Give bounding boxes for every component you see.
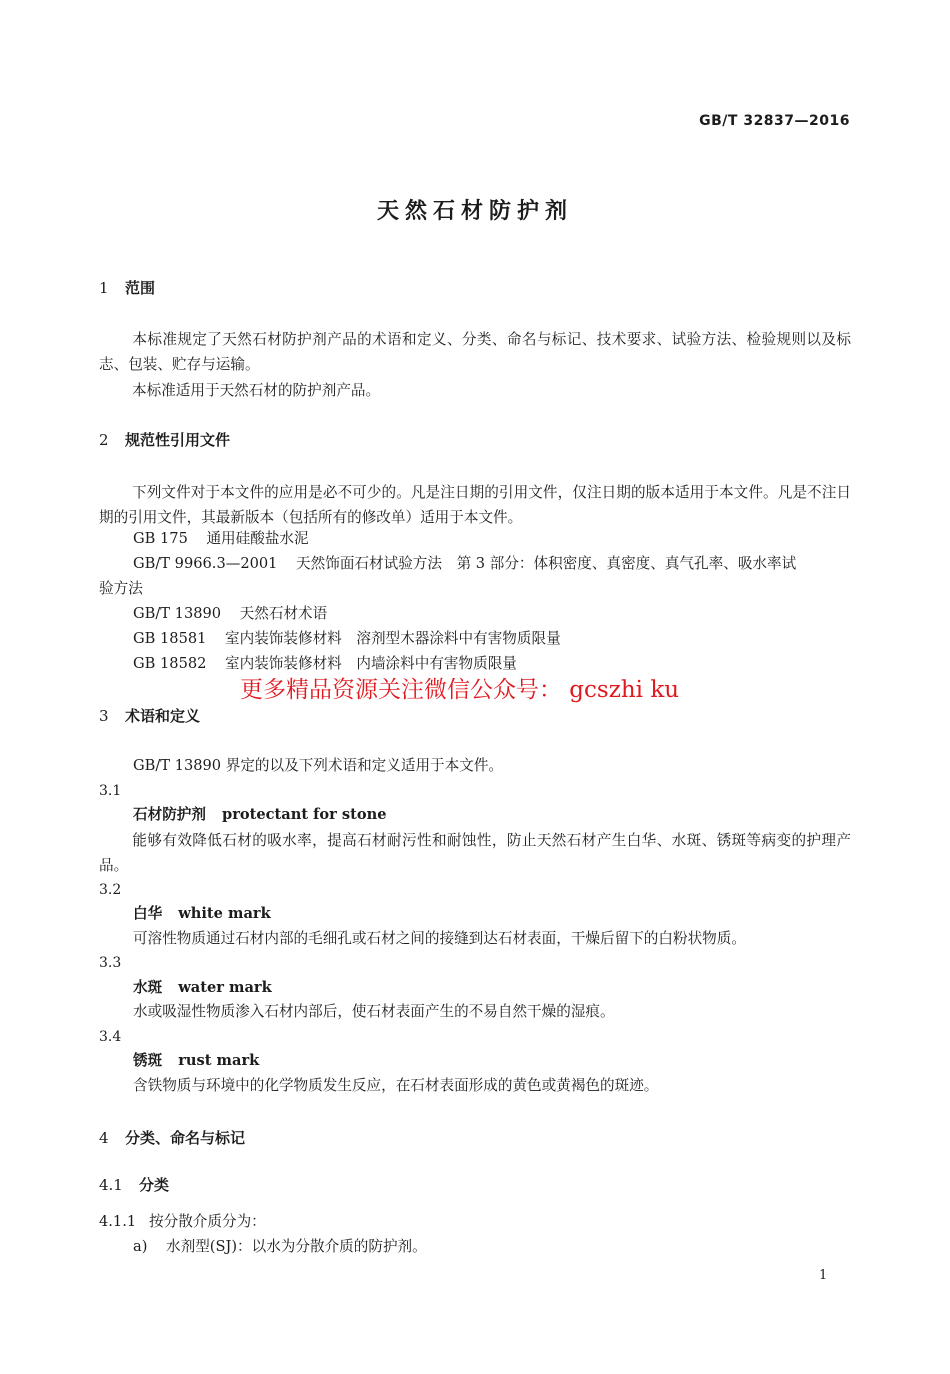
term-heading: [133, 805, 387, 825]
section-1-paragraph-2: [99, 378, 851, 403]
term-definition: 含铁物质与环境中的化学物质发生反应，在石材表面形成的黄色或黄褐色的斑迹。: [133, 1077, 659, 1094]
section-1-paragraph-1: [99, 327, 851, 377]
section-number: 4: [99, 1129, 109, 1147]
section-number: 1: [99, 279, 109, 297]
section-number: 2: [99, 431, 109, 449]
reference-title: 通用硅酸盐水泥: [206, 530, 309, 547]
list-item: [133, 1237, 427, 1257]
section-2-heading: [99, 430, 230, 450]
watermark-text: 更多精品资源关注微信公众号： gcszhi ku: [240, 677, 680, 703]
section-2-paragraph-1: [99, 480, 851, 530]
section-number: 4.1.1: [99, 1213, 137, 1230]
term-number: 3.2: [99, 882, 122, 898]
definition-text: 能够有效降低石材的吸水率，提高石材耐污性和耐蚀性，防止天然石材产生白华、水斑、锈斑等病变的护理产品。: [99, 832, 851, 874]
term-zh: 石材防护剂: [133, 806, 206, 823]
page-number: 1: [819, 1268, 828, 1283]
page-title: 天然石材防护剂: [376, 198, 573, 224]
term-definition: 水或吸湿性物质渗入石材内部后，使石材表面产生的不易自然干燥的湿痕。: [133, 1003, 615, 1020]
reference-title: 室内装饰装修材料 内墙涂料中有害物质限量: [225, 655, 517, 672]
paragraph-text: 本标准规定了天然石材防护剂产品的术语和定义、分类、命名与标记、技术要求、试验方法、检验规则以及标志、包装、贮存与运输。: [99, 331, 851, 373]
reference-item: [133, 554, 796, 574]
paragraph-text: 本标准适用于天然石材的防护剂产品。: [132, 382, 381, 399]
section-title: 规范性引用文件: [125, 431, 231, 449]
reference-code: GB 18582: [133, 655, 207, 672]
term-number: 3.3: [99, 955, 122, 971]
section-1-heading: [99, 278, 155, 298]
section-3-paragraph-1: GB/T 13890 界定的以及下列术语和定义适用于本文件。: [133, 757, 504, 774]
term-zh: 锈斑: [133, 1052, 163, 1069]
paragraph-text: 下列文件对于本文件的应用是必不可少的。凡是注日期的引用文件，仅注日期的版本适用于本文件。凡是不注日期的引用文件，其最新版本（包括所有的修改单）适用于本文件。: [99, 484, 851, 526]
section-title: 按分散介质分为：: [149, 1213, 266, 1230]
section-title: 分类、命名与标记: [125, 1129, 246, 1147]
reference-title: 室内装饰装修材料 溶剂型木器涂料中有害物质限量: [225, 630, 561, 647]
term-en: white mark: [178, 905, 271, 922]
term-number: 3.1: [99, 783, 122, 799]
standard-code: GB/T 32837—2016: [699, 113, 850, 129]
section-title: 术语和定义: [125, 707, 201, 725]
reference-item: [133, 529, 309, 549]
term-en: protectant for stone: [221, 806, 387, 823]
term-definition: 可溶性物质通过石材内部的毛细孔或石材之间的接缝到达石材表面，干燥后留下的白粉状物质。: [133, 930, 746, 947]
reference-code: GB/T 9966.3—2001: [133, 555, 278, 572]
reference-code: GB/T 13890: [133, 605, 222, 622]
term-en: water mark: [178, 979, 272, 996]
subsection-4-1-heading: [99, 1175, 169, 1195]
reference-code: GB 175: [133, 530, 188, 547]
reference-title: 天然石材术语: [239, 605, 328, 622]
section-title: 分类: [139, 1176, 170, 1194]
term-definition: [99, 828, 851, 878]
reference-item: [133, 629, 561, 649]
section-3-heading: [99, 706, 200, 726]
reference-continuation: 验方法: [99, 580, 143, 597]
section-title: 范围: [125, 279, 156, 297]
term-zh: 水斑: [133, 979, 163, 996]
term-en: rust mark: [178, 1052, 260, 1069]
term-heading: [133, 904, 271, 924]
term-zh: 白华: [133, 905, 163, 922]
reference-item: [133, 604, 327, 624]
list-label: a): [133, 1238, 148, 1255]
section-number: 3: [99, 707, 109, 725]
subsection-4-1-1-heading: [99, 1212, 266, 1232]
section-4-heading: [99, 1128, 245, 1148]
list-text: 水剂型(SJ)：以水为分散介质的防护剂。: [166, 1238, 427, 1255]
term-number: 3.4: [99, 1029, 122, 1045]
term-heading: [133, 1051, 259, 1071]
reference-code: GB 18581: [133, 630, 207, 647]
section-number: 4.1: [99, 1176, 123, 1194]
reference-item: [133, 654, 517, 674]
term-heading: [133, 978, 272, 998]
reference-title: 天然饰面石材试验方法 第 3 部分：体积密度、真密度、真气孔率、吸水率试: [296, 555, 797, 572]
